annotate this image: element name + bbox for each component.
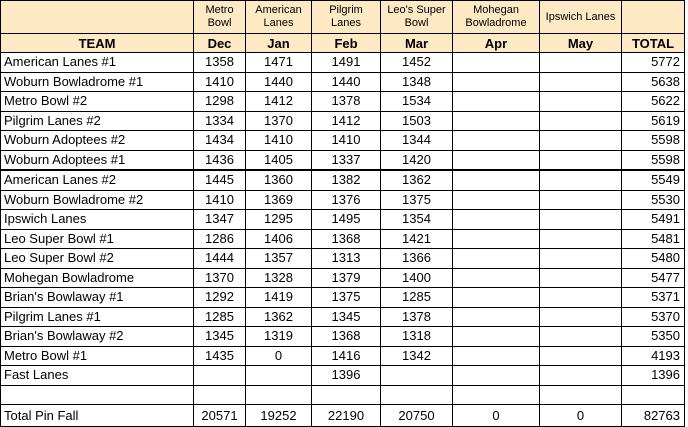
total-cell: 4193 (622, 346, 685, 366)
score-cell-apr (453, 170, 540, 190)
team-name-cell: Woburn Bowladrome #1 (1, 72, 194, 92)
total-pin-fall-row (1, 405, 685, 427)
score-cell-feb: 1378 (312, 92, 381, 112)
score-cell-feb: 1337 (312, 150, 381, 170)
score-cell-feb: 1375 (312, 288, 381, 308)
score-cell-apr (453, 131, 540, 151)
venue-header: Leo's Super Bowl (381, 1, 453, 34)
score-cell-dec: 1292 (194, 288, 246, 308)
score-cell-feb: 1368 (312, 327, 381, 347)
score-cell-apr (453, 327, 540, 347)
score-cell-apr (453, 53, 540, 73)
venue-header: Pilgrim Lanes (312, 1, 381, 34)
score-cell-jan: 1369 (246, 190, 312, 210)
score-cell-apr (453, 307, 540, 327)
total-cell: 5549 (622, 170, 685, 190)
score-cell-feb: 1396 (312, 366, 381, 386)
team-header: TEAM (1, 34, 194, 53)
month-header: Apr (453, 34, 540, 53)
total-cell: 5619 (622, 111, 685, 131)
total-cell: 5370 (622, 307, 685, 327)
team-name-cell: Woburn Adoptees #1 (1, 150, 194, 170)
total-cell: 5598 (622, 131, 685, 151)
score-cell-dec: 1347 (194, 210, 246, 230)
score-cell-dec: 1444 (194, 249, 246, 269)
blank-cell (622, 385, 685, 405)
score-cell-may (540, 229, 622, 249)
total-cell: 5598 (622, 150, 685, 170)
score-cell-mar: 1420 (381, 150, 453, 170)
team-name-cell: Fast Lanes (1, 366, 194, 386)
team-name-cell: Pilgrim Lanes #1 (1, 307, 194, 327)
score-cell-mar: 1366 (381, 249, 453, 269)
month-total-cell-jan: 19252 (246, 405, 312, 427)
table-row (1, 210, 685, 230)
score-cell-feb: 1410 (312, 131, 381, 151)
table-row (1, 288, 685, 308)
venue-header: American Lanes (246, 1, 312, 34)
score-cell-may (540, 327, 622, 347)
total-cell: 5622 (622, 92, 685, 112)
score-cell-jan: 1357 (246, 249, 312, 269)
score-cell-feb: 1345 (312, 307, 381, 327)
total-pin-fall-label: Total Pin Fall (1, 405, 194, 427)
total-cell: 1396 (622, 366, 685, 386)
team-name-cell: Ipswich Lanes (1, 210, 194, 230)
team-name-cell: Metro Bowl #2 (1, 92, 194, 112)
venue-header: Mohegan Bowladrome (453, 1, 540, 34)
score-cell-may (540, 346, 622, 366)
month-header: Mar (381, 34, 453, 53)
score-cell-jan: 1328 (246, 268, 312, 288)
score-cell-mar: 1285 (381, 288, 453, 308)
score-cell-apr (453, 210, 540, 230)
score-cell-feb: 1376 (312, 190, 381, 210)
table-row (1, 111, 685, 131)
score-cell-mar: 1534 (381, 92, 453, 112)
score-cell-apr (453, 229, 540, 249)
team-name-cell: American Lanes #1 (1, 53, 194, 73)
total-cell: 5772 (622, 53, 685, 73)
month-total-cell-feb: 22190 (312, 405, 381, 427)
table-row (1, 327, 685, 347)
total-cell: 5491 (622, 210, 685, 230)
team-name-cell: Metro Bowl #1 (1, 346, 194, 366)
blank-cell (381, 385, 453, 405)
score-cell-feb: 1416 (312, 346, 381, 366)
month-total-cell-apr: 0 (453, 405, 540, 427)
month-total-cell-may: 0 (540, 405, 622, 427)
score-cell-may (540, 210, 622, 230)
table-row (1, 53, 685, 73)
score-cell-apr (453, 92, 540, 112)
total-cell: 5477 (622, 268, 685, 288)
score-cell-jan: 1405 (246, 150, 312, 170)
table-row (1, 190, 685, 210)
team-header-blank (1, 1, 194, 34)
score-cell-dec (194, 366, 246, 386)
month-header: May (540, 34, 622, 53)
score-cell-mar: 1378 (381, 307, 453, 327)
score-cell-mar: 1503 (381, 111, 453, 131)
table-row (1, 229, 685, 249)
score-cell-dec: 1410 (194, 190, 246, 210)
month-header-row (1, 34, 685, 53)
score-cell-feb: 1368 (312, 229, 381, 249)
score-cell-may (540, 72, 622, 92)
blank-cell (194, 385, 246, 405)
blank-cell (312, 385, 381, 405)
table-row (1, 366, 685, 386)
score-cell-may (540, 53, 622, 73)
team-name-cell: Mohegan Bowladrome (1, 268, 194, 288)
score-cell-jan: 1360 (246, 170, 312, 190)
score-cell-may (540, 307, 622, 327)
blank-cell (453, 385, 540, 405)
score-cell-jan: 1406 (246, 229, 312, 249)
table-row (1, 249, 685, 269)
score-cell-dec: 1370 (194, 268, 246, 288)
total-header: TOTAL (622, 34, 685, 53)
team-name-cell: Leo Super Bowl #1 (1, 229, 194, 249)
score-cell-dec: 1436 (194, 150, 246, 170)
score-cell-mar: 1375 (381, 190, 453, 210)
score-cell-dec: 1358 (194, 53, 246, 73)
score-cell-mar: 1344 (381, 131, 453, 151)
team-name-cell: Pilgrim Lanes #2 (1, 111, 194, 131)
grand-total-cell: 82763 (622, 405, 685, 427)
score-cell-apr (453, 249, 540, 269)
team-name-cell: Woburn Bowladrome #2 (1, 190, 194, 210)
score-cell-feb: 1440 (312, 72, 381, 92)
team-name-cell: Brian's Bowlaway #2 (1, 327, 194, 347)
team-name-cell: Woburn Adoptees #2 (1, 131, 194, 151)
score-cell-may (540, 92, 622, 112)
score-cell-feb: 1379 (312, 268, 381, 288)
score-cell-apr (453, 288, 540, 308)
table-row (1, 150, 685, 170)
total-cell: 5481 (622, 229, 685, 249)
score-cell-may (540, 268, 622, 288)
score-cell-apr (453, 346, 540, 366)
score-cell-feb: 1495 (312, 210, 381, 230)
score-cell-jan: 1295 (246, 210, 312, 230)
venue-header-row (1, 1, 685, 34)
score-cell-jan: 1440 (246, 72, 312, 92)
score-cell-feb: 1313 (312, 249, 381, 269)
score-cell-jan: 1319 (246, 327, 312, 347)
score-cell-may (540, 249, 622, 269)
blank-cell (1, 385, 194, 405)
score-cell-may (540, 111, 622, 131)
score-cell-may (540, 288, 622, 308)
table-row (1, 307, 685, 327)
score-cell-jan (246, 366, 312, 386)
score-cell-mar: 1400 (381, 268, 453, 288)
score-cell-jan: 1471 (246, 53, 312, 73)
table-row (1, 170, 685, 190)
score-cell-jan: 1412 (246, 92, 312, 112)
month-header: Jan (246, 34, 312, 53)
score-cell-dec: 1435 (194, 346, 246, 366)
score-cell-may (540, 170, 622, 190)
score-cell-dec: 1285 (194, 307, 246, 327)
score-cell-apr (453, 150, 540, 170)
table-row (1, 268, 685, 288)
score-cell-apr (453, 190, 540, 210)
score-cell-dec: 1298 (194, 92, 246, 112)
score-cell-mar: 1362 (381, 170, 453, 190)
score-cell-mar: 1421 (381, 229, 453, 249)
month-header: Dec (194, 34, 246, 53)
score-cell-may (540, 190, 622, 210)
score-cell-mar: 1354 (381, 210, 453, 230)
month-total-cell-dec: 20571 (194, 405, 246, 427)
month-total-cell-mar: 20750 (381, 405, 453, 427)
blank-row (1, 385, 685, 405)
total-cell: 5480 (622, 249, 685, 269)
score-cell-feb: 1491 (312, 53, 381, 73)
score-cell-may (540, 150, 622, 170)
score-cell-apr (453, 111, 540, 131)
total-cell: 5638 (622, 72, 685, 92)
blank-cell (540, 385, 622, 405)
score-cell-mar (381, 366, 453, 386)
score-cell-dec: 1286 (194, 229, 246, 249)
score-cell-apr (453, 366, 540, 386)
team-name-cell: American Lanes #2 (1, 170, 194, 190)
total-header-blank (622, 1, 685, 34)
table-row (1, 72, 685, 92)
score-cell-mar: 1318 (381, 327, 453, 347)
venue-header: Metro Bowl (194, 1, 246, 34)
total-cell: 5371 (622, 288, 685, 308)
score-cell-feb: 1382 (312, 170, 381, 190)
score-cell-mar: 1452 (381, 53, 453, 73)
table-row (1, 346, 685, 366)
team-name-cell: Leo Super Bowl #2 (1, 249, 194, 269)
score-cell-feb: 1412 (312, 111, 381, 131)
venue-header: Ipswich Lanes (540, 1, 622, 34)
blank-cell (246, 385, 312, 405)
score-cell-jan: 1410 (246, 131, 312, 151)
score-cell-may (540, 131, 622, 151)
score-cell-mar: 1348 (381, 72, 453, 92)
score-cell-dec: 1410 (194, 72, 246, 92)
total-cell: 5530 (622, 190, 685, 210)
score-cell-dec: 1445 (194, 170, 246, 190)
score-cell-may (540, 366, 622, 386)
score-cell-dec: 1334 (194, 111, 246, 131)
score-cell-jan: 1370 (246, 111, 312, 131)
score-cell-jan: 0 (246, 346, 312, 366)
score-cell-jan: 1419 (246, 288, 312, 308)
score-cell-apr (453, 72, 540, 92)
score-cell-jan: 1362 (246, 307, 312, 327)
score-cell-dec: 1434 (194, 131, 246, 151)
table-row (1, 92, 685, 112)
score-cell-dec: 1345 (194, 327, 246, 347)
score-cell-apr (453, 268, 540, 288)
month-header: Feb (312, 34, 381, 53)
score-cell-mar: 1342 (381, 346, 453, 366)
team-name-cell: Brian's Bowlaway #1 (1, 288, 194, 308)
table-row (1, 131, 685, 151)
total-cell: 5350 (622, 327, 685, 347)
